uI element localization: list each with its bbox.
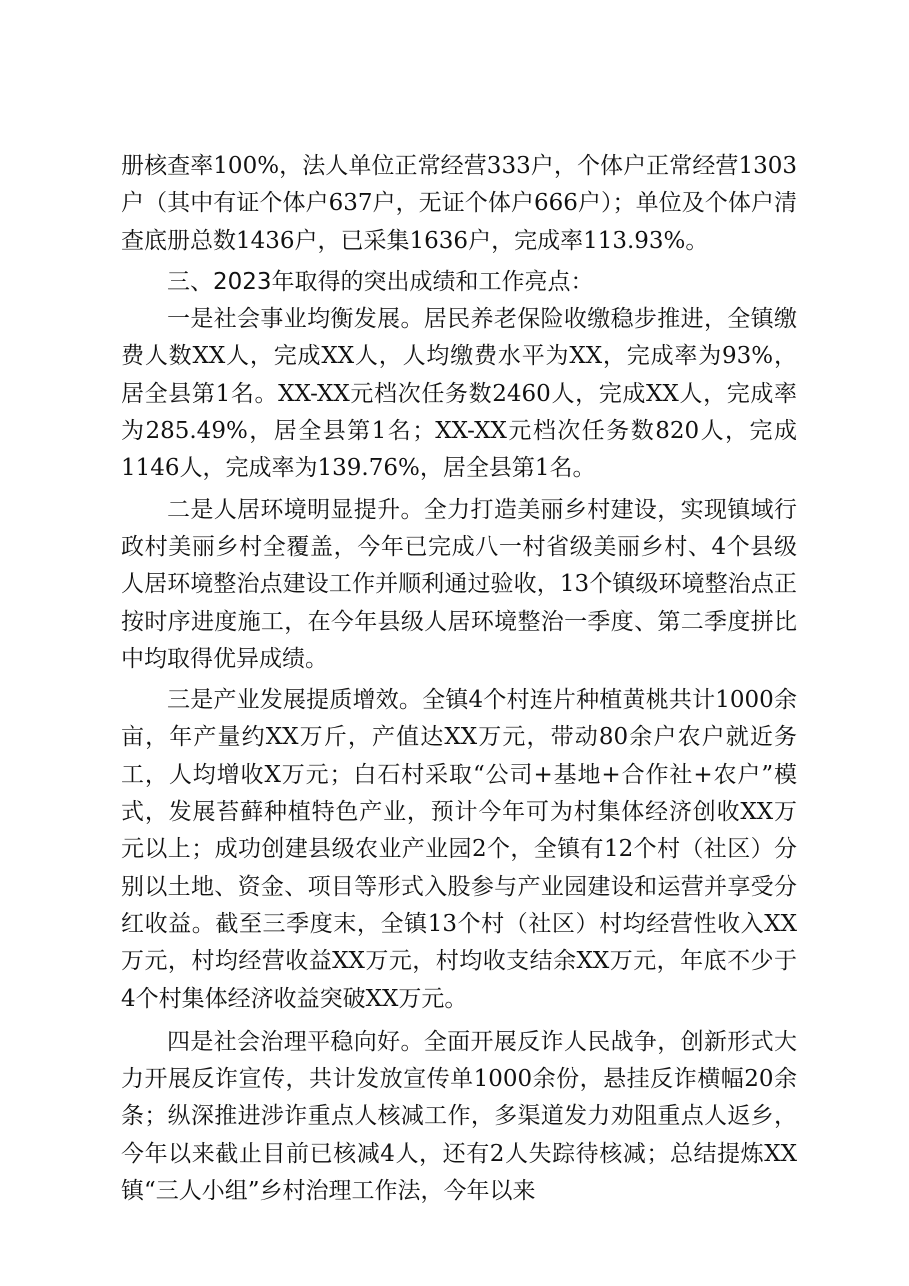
- paragraph-social-governance: 四是社会治理平稳向好。全面开展反诈人民战争，创新形式大力开展反诈宣传，共计发放宣传单1000余份，悬挂反诈横幅20余条；纵深推进涉诈重点人核减工作，多渠道发力劝阻重点人返乡，今年以来截止目前已核减4人，还有2人失踪待核减；总结提炼XX镇“三人小组”乡村治理工作法，今年以来: [121, 1028, 797, 1205]
- document-body: [121, 148, 797, 1210]
- paragraph-living-environment: 二是人居环境明显提升。全力打造美丽乡村建设，实现镇域行政村美丽乡村全覆盖，今年已完成八一村省级美丽乡村、4个县级人居环境整治点建设工作并顺利通过验收，13个镇级环境整治点正按时序进度施工，在今年县级人居环境整治一季度、第二季度拼比中均取得优异成绩。: [121, 496, 797, 672]
- paragraph-social-affairs: 一是社会事业均衡发展。居民养老保险收缴稳步推进，全镇缴费人数XX人，完成XX人，人均缴费水平为XX，完成率为93%，居全县第1名。XX-XX元档次任务数2460人，完成XX人，完成率为285.49%，居全县第1名；XX-XX元档次任务数820人，完成1146人，完成率为139.76%，居全县第1名。: [121, 306, 797, 482]
- paragraph-industry-development: 三是产业发展提质增效。全镇4个村连片种植黄桃共计1000余亩，年产量约XX万斤，产值达XX万元，带动80余户农户就近务工，人均增收X万元；白石村采取“公司+基地+合作社+农户”模式，发展苔藓种植特色产业，预计今年可为村集体经济创收XX万元以上；成功创建县级农业产业园2个，全镇有12个村（社区）分别以土地、资金、项目等形式入股参与产业园建设和运营并享受分红收益。截至三季度末，全镇13个村（社区）村均经营性收入XX万元，村均经营收益XX万元，村均收支结余XX万元，年底不少于4个村集体经济收益突破XX万元。: [121, 687, 797, 1012]
- section-heading-achievements: 三、2023年取得的突出成绩和工作亮点：: [167, 268, 594, 295]
- paragraph-census-continuation: 册核查率100%，法人单位正常经营333户，个体户正常经营1303户（其中有证个体户637户，无证个体户666户）；单位及个体户清查底册总数1436户，已采集1636户，完成率113.93%。: [121, 153, 797, 254]
